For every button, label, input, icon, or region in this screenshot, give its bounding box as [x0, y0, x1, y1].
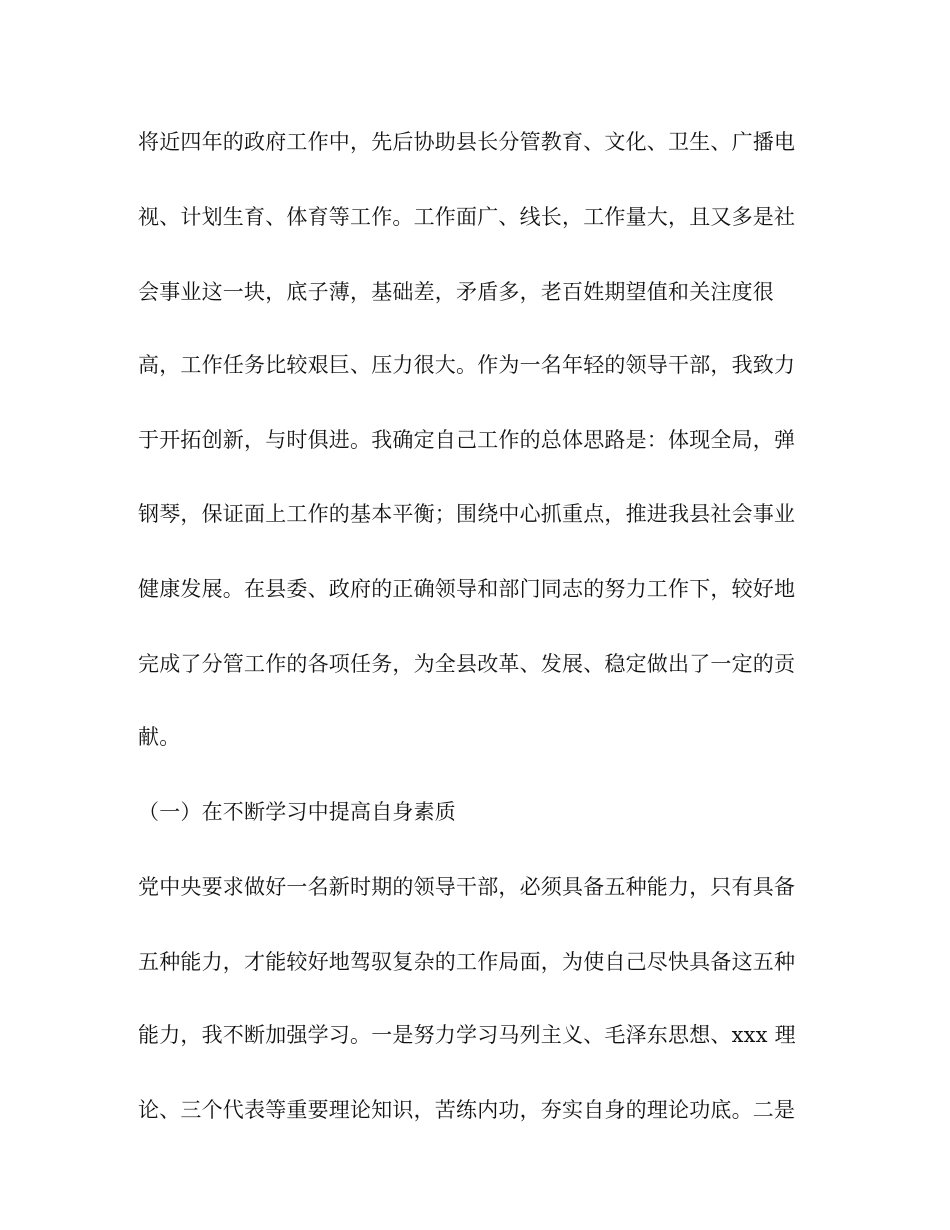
paragraph-line: 健康发展。在县委、政府的正确领导和部门同志的努力工作下，较好地: [138, 577, 796, 601]
paragraph-line: 将近四年的政府工作中，先后协助县长分管教育、文化、卫生、广播电: [138, 130, 796, 154]
paragraph-line: 钢琴，保证面上工作的基本平衡；围绕中心抓重点，推进我县社会事业: [138, 502, 796, 526]
paragraph-line: 完成了分管工作的各项任务，为全县改革、发展、稳定做出了一定的贡: [138, 652, 796, 676]
paragraph-line: 视、计划生育、体育等工作。工作面广、线长，工作量大，且又多是社: [138, 205, 796, 229]
paragraph-line: 高，工作任务比较艰巨、压力很大。作为一名年轻的领导干部，我致力: [138, 353, 796, 377]
section-heading: （一）在不断学习中提高自身素质: [138, 800, 456, 824]
paragraph-line: 论、三个代表等重要理论知识，苦练内功，夯实自身的理论功底。二是: [138, 1098, 796, 1122]
paragraph-line: 党中央要求做好一名新时期的领导干部，必须具备五种能力，只有具备: [138, 875, 796, 899]
paragraph-line: 于开拓创新，与时俱进。我确定自己工作的总体思路是：体现全局，弹: [138, 428, 796, 452]
paragraph-line: 献。: [138, 725, 181, 749]
paragraph-line: 五种能力，才能较好地驾驭复杂的工作局面，为使自己尽快具备这五种: [138, 950, 796, 974]
paragraph-line: 能力，我不断加强学习。一是努力学习马列主义、毛泽东思想、xxx 理: [138, 1023, 796, 1047]
paragraph-line: 会事业这一块，底子薄，基础差，矛盾多，老百姓期望值和关注度很: [138, 280, 774, 304]
